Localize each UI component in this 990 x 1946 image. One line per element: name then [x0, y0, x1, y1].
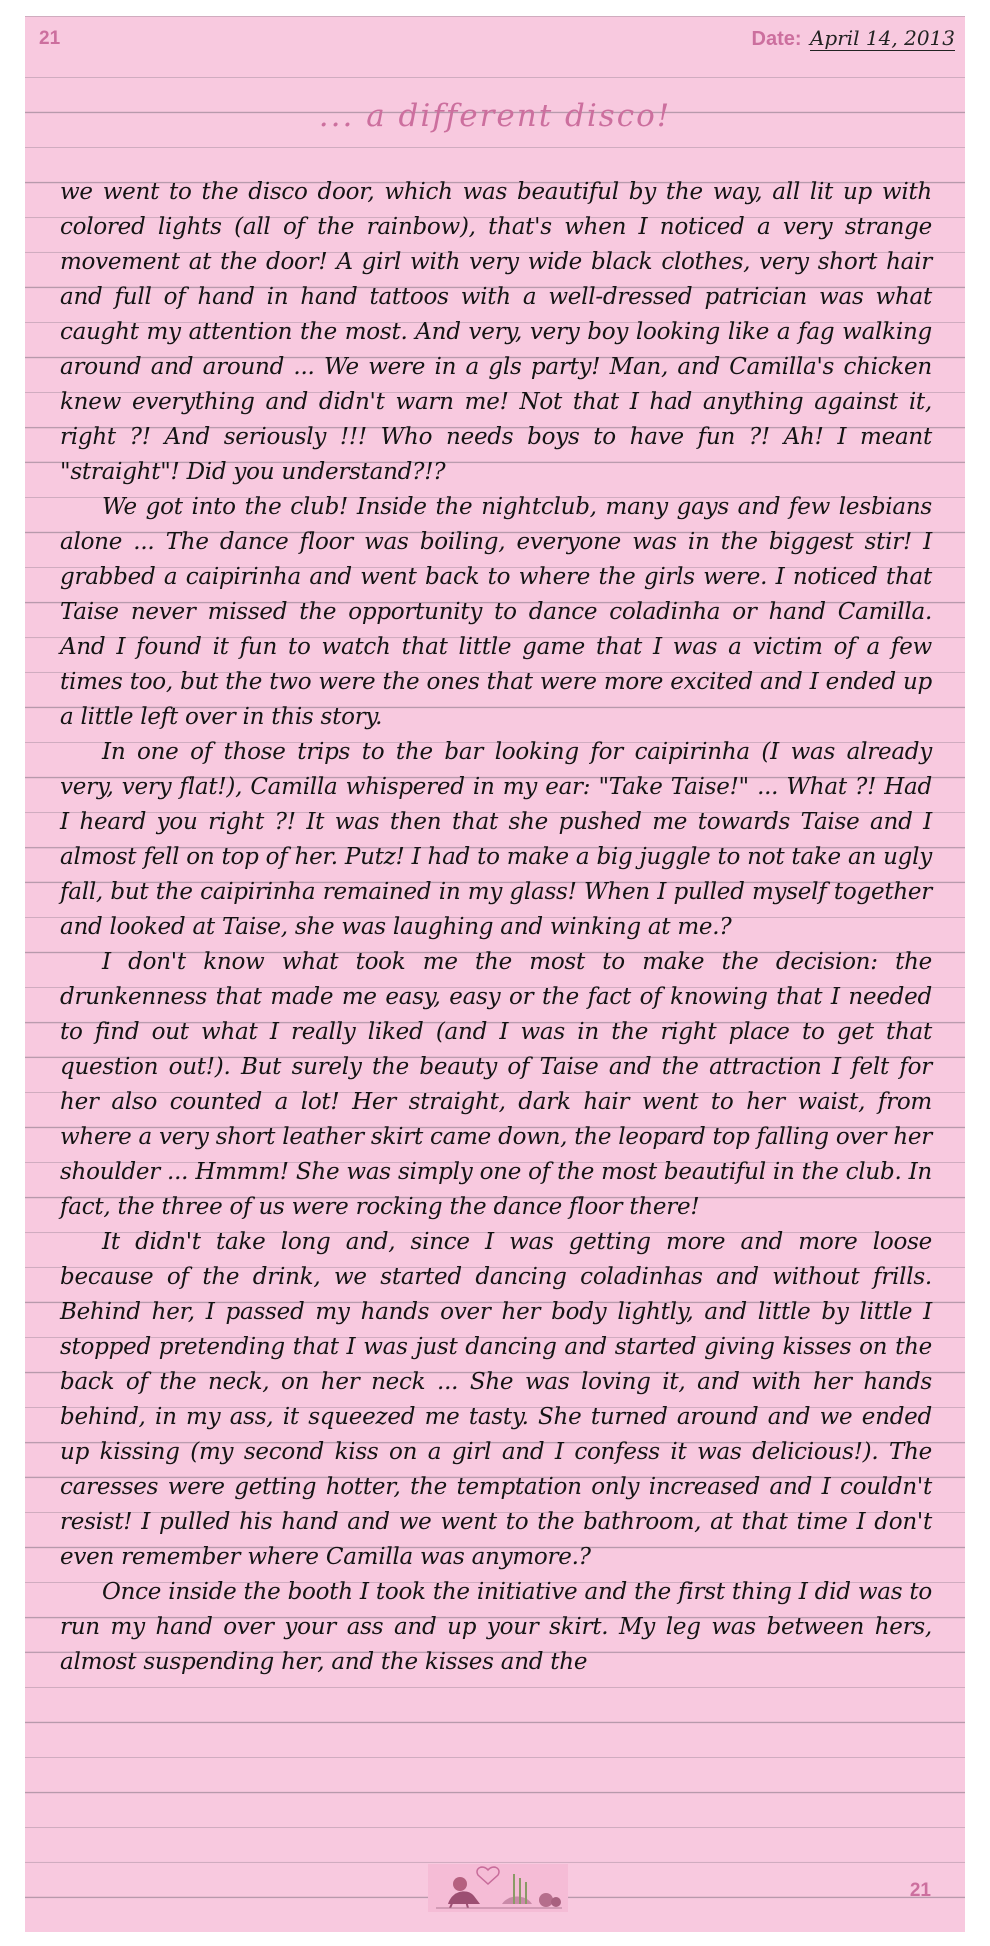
date-label: Date:: [751, 28, 802, 50]
entry-title: ... a different disco!: [318, 98, 672, 134]
diary-page: [25, 16, 965, 1932]
paragraph: It didn't take long and, since I was getting more and more loose because of the drink, we started dancing coladinhas and without frills. Behind her, I passed my hands over her body lightly, and little by little I stopped pretending that I was just dancing and started giving kisses on the back of the neck, on her neck ... She was loving it, and with her hands behind, in my ass, it squeezed me tasty. She turned around and we ended up kissing (my second kiss on a girl and I confess it was delicious!). The caresses were getting hotter, the temptation only increased and I couldn't resist! I pulled his hand and we went to the bathroom, at that time I don't even remember where Camilla was anymore.?: [60, 1229, 932, 1570]
page-number-bottom: 21: [909, 1880, 931, 1901]
date-value: April 14, 2013: [809, 26, 955, 50]
date-field: [752, 26, 956, 51]
decorative-illustration-icon: [428, 1864, 568, 1912]
paragraph: I don't know what took me the most to make the decision: the drunkenness that made me easy, easy or the fact of knowing that I needed to find out what I really liked (and I was in the right place to get that question out!). But surely the beauty of Taise and the attraction I felt for her also counted a lot! Her straight, dark hair went to her waist, from where a very short leather skirt came down, the leopard top falling over her shoulder ... Hmmm! She was simply one of the most beautiful in the club. In fact, the three of us were rocking the dance floor there!: [60, 949, 932, 1220]
paragraph: Once inside the booth I took the initiative and the first thing I did was to run my hand over your ass and up your skirt. My leg was between hers, almost suspending her, and the kisses and the: [60, 1579, 932, 1675]
paragraph: we went to the disco door, which was beautiful by the way, all lit up with colored lights (all of the rainbow), that's when I noticed a very strange movement at the door! A girl with very wide black clothes, very short hair and full of hand in hand tattoos with a well-dressed patrician was what caught my attention the most. And very, very boy looking like a fag walking around and around ... We were in a gls party! Man, and Camilla's chicken knew everything and didn't warn me! Not that I had anything against it, right ?! And seriously !!! Who needs boys to have fun ?! Ah! I meant "straight"! Did you understand?!?: [60, 179, 932, 485]
entry-body: [60, 175, 932, 1680]
paragraph: In one of those trips to the bar looking for caipirinha (I was already very, very flat!), Camilla whispered in my ear: "Take Taise!" ... What ?! Had I heard you right ?! It was then that she pushed me towards Taise and I almost fell on top of her. Putz! I had to make a big juggle to not take an ugly fall, but the caipirinha remained in my glass! When I pulled myself together and looked at Taise, she was laughing and winking at me.?: [60, 739, 932, 940]
page-number-top: 21: [39, 28, 61, 49]
paragraph: We got into the club! Inside the nightclub, many gays and few lesbians alone ... The dance floor was boiling, everyone was in the biggest stir! I grabbed a caipirinha and went back to where the girls were. I noticed that Taise never missed the opportunity to dance coladinha or hand Camilla. And I found it fun to watch that little game that I was a victim of a few times too, but the two were the ones that were more excited and I ended up a little left over in this story.: [60, 494, 932, 730]
